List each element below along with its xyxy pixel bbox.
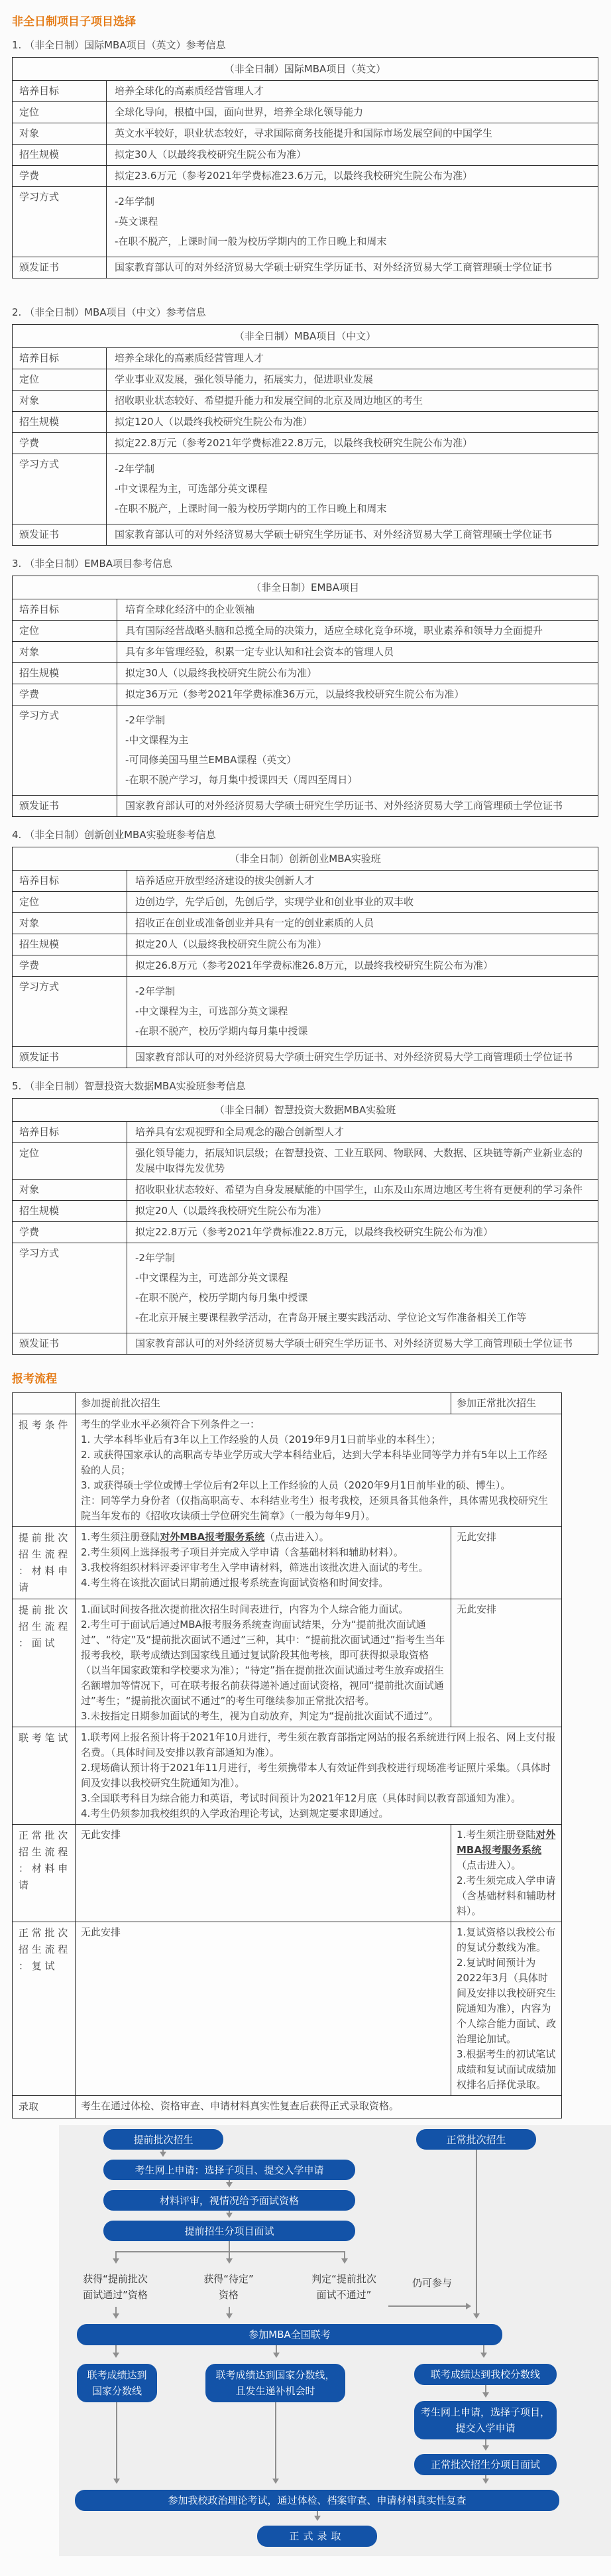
row-value [127,913,598,934]
program-table-title: （非全日制）MBA项目（中文） [234,330,376,342]
cell-line: 培养全球化的高素质经营管理人才 [115,352,264,364]
cell-line: -中文课程为主，可选部分英文课程 [135,1005,288,1017]
arrow-down [229,2251,230,2262]
process-cell-early [76,1527,451,1599]
cell-line: 拟定26.8万元（参考2021年学费标准26.8万元，以最终我校研究生院公布为准） [135,959,493,971]
table-row [13,432,598,454]
program-table-title: （非全日制）EMBA项目 [251,582,359,593]
cell-line: 国家教育部认可的对外经济贸易大学硕士研究生学历证书、对外经济贸易大学工商管理硕士学位证书 [135,1337,573,1349]
admission-flowchart [59,2125,611,2556]
process-row [13,1599,561,1727]
branch-line [115,2251,345,2252]
cell-line: -中文课程为主，可选部分英文课程 [135,1272,288,1284]
process-row [13,2095,561,2118]
row-value [107,524,598,545]
table-row [13,1221,598,1243]
arrow-down [115,2307,117,2317]
table-row [13,891,598,912]
process-row [13,1526,561,1599]
row-label: 招生规模 [13,1201,127,1221]
process-row-label: 正 常 批 次 招 生 流 程 ： 复 试 [13,1922,76,2095]
row-label: 培养目标 [13,348,107,369]
row-value [127,955,598,976]
cell-line: 具有国际经营战略头脑和总揽全局的决策力，适应全球化竞争环境，职业素养和领导力全面提升 [125,625,543,637]
cell-line: -2年学制 [125,714,165,726]
cell-line [457,1827,556,1873]
row-label: 培养目标 [13,1122,127,1142]
flow-node-reach-school-line: 联考成绩达到我校分数线 [414,2364,557,2385]
table-row [13,795,598,816]
table-row [13,870,598,891]
program-heading: 3. （非全日制）EMBA项目参考信息 [12,558,173,570]
arrow-down [317,2511,318,2519]
row-label: 学费 [13,433,107,454]
process-cell-early [76,1922,451,2095]
program-table [12,324,598,546]
row-label: 培养目标 [13,599,117,620]
table-row [13,186,598,257]
arrow-down [116,2402,117,2482]
cell-line: 1. 大学本科毕业后有3年以上工作经验的人员（2019年9月1日前毕业的本科生）； [81,1434,441,1445]
arrow-down [229,2180,230,2185]
program-heading: 2. （非全日制）MBA项目（中文）参考信息 [12,306,206,318]
row-value [107,433,598,454]
program-heading: 4. （非全日制）创新创业MBA实验班参考信息 [12,829,216,841]
row-label: 培养目标 [13,81,107,101]
process-row [13,1824,561,1922]
cell-line: 强化领导能力，拓展知识层级；在智慧投资、工业互联网、物联网、大数据、区块链等新产业新业态的发展中取得先发优势 [135,1147,583,1174]
process-cell-normal [451,1393,561,1414]
program-table [12,57,598,278]
arrow-down [229,2211,230,2216]
table-row [13,123,598,144]
row-value [127,892,598,912]
cell-line: 学业事业双发展，强化领导能力，拓展实力，促进职业发展 [115,373,374,385]
table-row [13,101,598,123]
table-row [13,1179,598,1200]
cell-line: 2.考生可于面试后通过MBA报考服务系统查询面试结果，分为“提前批次面试通过”、“待定”及“提前批次面试不通过”三种，其中：“提前批次面试通过”指考生当年报考我校，联考成绩达到国家线且通过复试阶段其他考核，即可获得拟录取资格（以当年国家政策和学校要求为准）；“待定”指在提前批次面试通过考生放弃或招生名额增加等情况下，可在联考报名前获得递补通过面试资格，视同“提前批次面试通过”考生；“提前批次面试不通过”的考生可继续参加正常批次招考。 [81,1619,445,1707]
row-value [107,102,598,123]
table-row [13,1121,598,1142]
row-label: 学费 [13,684,117,705]
flow-label-still-join: 仍可参与 [412,2277,452,2289]
cell-line [81,1530,445,1545]
arrow-down [162,2150,164,2155]
process-table [12,1392,562,2118]
row-label: 学习方式 [13,1243,127,1333]
table-row [13,347,598,369]
process-cell-span [76,1727,561,1824]
row-value [127,1333,598,1354]
cell-line: 拟定30人（以最终我校研究生院公布为准） [125,667,317,679]
cell-line: 英文水平较好，职业状态较好，寻求国际商务技能提升和国际市场发展空间的中国学生 [115,127,493,139]
row-value [107,348,598,369]
row-label: 对象 [13,391,107,411]
flow-node-normal-batch: 正常批次招生 [416,2129,536,2150]
table-row [13,1333,598,1354]
mba-apply-system-link[interactable]: 对外MBA报考服务系统 [457,1829,556,1856]
cell-line: 3.我校将组织材料评委评审考生入学申请材料，筛选出该批次进入面试的考生。 [81,1562,429,1573]
row-value [127,1222,598,1243]
row-value [107,187,598,257]
row-label: 颁发证书 [13,796,117,816]
row-label: 招生规模 [13,934,127,955]
process-cell-early [76,1393,451,1414]
cell-line: 3.全国联考科目为综合能力和英语，考试时间预计为2021年12月底（具体时间以教育部通知为准）。 [81,1792,522,1804]
flow-label-result-fail: 判定“提前批次 面试不通过” [311,2273,376,2301]
row-label: 对象 [13,913,127,934]
cell-line: 3.根据考生的初试笔试成绩和复试面试成绩加权排名后择优录取。 [457,2048,557,2091]
row-label: 学习方式 [13,454,107,524]
table-row [13,976,598,1046]
row-label: 学习方式 [13,187,107,257]
process-cell-normal [451,1825,561,1922]
cell-line: 考生的学业水平必须符合下列条件之一： [81,1418,260,1430]
row-label: 定位 [13,621,117,641]
row-label: 颁发证书 [13,1047,127,1068]
table-row [13,165,598,186]
cell-line: -在职不脱产，上课时间一般为校历学期内的工作日晚上和周末 [115,503,387,515]
cell-line: 拟定22.8万元（参考2021年学费标准22.8万元，以最终我校研究生院公布为准） [135,1226,493,1238]
table-row [13,1243,598,1333]
process-row [13,1393,561,1414]
arrow-down [229,2307,230,2317]
cell-line: 拟定20人（以最终我校研究生院公布为准） [135,938,327,950]
program-table-title: （非全日制）智慧投资大数据MBA实验班 [214,1104,396,1116]
cell-line: 3.未按指定日期参加面试的考生，视为自动放弃，判定为“提前批次面试不通过”。 [81,1710,439,1722]
cell-line: 国家教育部认可的对外经济贸易大学硕士研究生学历证书、对外经济贸易大学工商管理硕士学位证书 [115,261,553,273]
process-row-label: 报 考 条 件 [13,1414,76,1526]
row-value [117,599,598,620]
cell-line: 2. 或获得国家承认的高职高专毕业学历或大学本科结业后，达到大学本科毕业同等学力并有5年以上工作经验的人员； [81,1449,547,1476]
row-label: 定位 [13,369,107,390]
process-row-label: 提 前 批 次 招 生 流 程 ： 面 试 [13,1599,76,1727]
process-row [13,1922,561,2095]
row-value [117,642,598,662]
row-label: 定位 [13,1143,127,1179]
cell-line: -英文课程 [115,215,158,227]
cell-line: -在职不脱产，校历学期内每月集中授课 [135,1025,308,1037]
arrow-down [485,2475,486,2482]
cell-line: 全球化导向，根植中国，面向世界，培养全球化领导能力 [115,106,364,118]
row-value [127,1122,598,1142]
table-row [13,524,598,545]
flow-label-result-waitlist: 获得“待定” 资格 [203,2273,254,2301]
arrow-down [483,2345,484,2356]
row-label: 招生规模 [13,145,107,165]
row-label: 学习方式 [13,977,127,1046]
cell-line: 国家教育部认可的对外经济贸易大学硕士研究生学历证书、对外经济贸易大学工商管理硕士学位证书 [125,800,563,812]
cell-line: -在职不脱产，上课时间一般为校历学期内的工作日晚上和周末 [115,235,387,247]
table-row [13,411,598,432]
row-value [107,391,598,411]
process-cell-normal [451,1527,561,1599]
table-row [13,1142,598,1179]
row-value [127,1201,598,1221]
table-row [13,257,598,278]
cell-line: 无此安排 [81,1926,121,1938]
row-label: 学习方式 [13,705,117,795]
cell-line: -2年学制 [135,985,175,997]
branch-stem [229,2241,230,2252]
table-row [13,1200,598,1221]
row-value [127,1180,598,1200]
process-cell-span [76,1414,561,1526]
cell-line: 具有多年管理经验，积累一定专业认知和社会资本的管理人员 [125,646,394,658]
row-value [127,871,598,891]
table-row [13,934,598,955]
arrow-down [485,2439,486,2449]
row-value [107,454,598,524]
flow-label-result-pass: 获得“提前批次 面试通过”资格 [83,2273,148,2301]
table-row [13,705,598,795]
cell-line: 拟定20人（以最终我校研究生院公布为准） [135,1205,327,1217]
arrow-down [275,2402,276,2482]
cell-line: 2.现场确认预计将于2021年11月进行，考生须携带本人有效证件到我校进行现场准考证照片采集。（具体时间及安排以我校研究生院通知为准）。 [81,1762,551,1789]
row-label: 学费 [13,955,127,976]
flow-node-early-batch: 提前批次招生 [103,2129,223,2150]
cell-line: 4.考生将在该批次面试日期前通过报考系统查询面试资格和时间安排。 [81,1577,389,1589]
row-value [107,145,598,165]
cell-text: （点击进入）。 [457,1859,522,1871]
cell-line: -中文课程为主 [125,734,189,746]
flow-node-reach-national-line: 联考成绩达到 国家分数线 [77,2364,157,2402]
row-label: 定位 [13,892,127,912]
cell-text: 1.考生须注册登陆 [81,1531,160,1543]
cell-line: 2.考生须网上选择报考子项目并完成入学申请（含基础材料和辅助材料）。 [81,1546,404,1558]
row-label: 颁发证书 [13,257,107,278]
mba-apply-system-link[interactable]: 对外MBA报考服务系统 [160,1531,265,1543]
cell-line: -在北京开展主要课程教学活动，在青岛开展主要实践活动、学位论文写作准备相关工作等 [135,1312,527,1323]
flow-node-apply-online-early: 考生网上申请：选择子项目、提交入学申请 [103,2160,355,2180]
flow-node-reach-national-line-supp: 联考成绩达到国家分数线， 且发生递补机会时 [205,2364,345,2402]
table-row [13,684,598,705]
cell-line: 招收正在创业或准备创业并具有一定的创业素质的人员 [135,917,374,929]
cell-line: 招收职业状态较好、希望提升能力和发展空间的北京及周边地区的考生 [115,395,423,406]
cell-line: 拟定36万元（参考2021年学费标准36万元，以最终我校研究生院公布为准） [125,688,465,700]
cell-line: 1.面试时间按各批次提前批次招生时间表进行，内容为个人综合能力面试。 [81,1603,409,1615]
cell-line: 拟定22.8万元（参考2021年学费标准22.8万元，以最终我校研究生院公布为准） [115,437,472,449]
cell-line: 1.联考网上报名预计将于2021年10月进行，考生须在教育部指定网站的报名系统进行网上报名、网上支付报名费。（具体时间及安排以教育部通知为准）。 [81,1731,556,1758]
cell-line: 培养全球化的高素质经营管理人才 [115,85,264,97]
cell-line: 无此安排 [457,1531,497,1543]
table-row [13,1046,598,1068]
process-row [13,1727,561,1824]
cell-line: 拟定120人（以最终我校研究生院公布为准） [115,416,313,428]
cell-line: 无此安排 [457,1603,497,1615]
table-row [13,641,598,662]
program-heading: 5. （非全日制）智慧投资大数据MBA实验班参考信息 [12,1080,246,1092]
process-cell-normal [451,1922,561,2095]
row-value [117,705,598,795]
row-label: 定位 [13,102,107,123]
cell-line: 参加正常批次招生 [457,1397,537,1409]
row-label: 招生规模 [13,663,117,684]
program-heading: 1. （非全日制）国际MBA项目（英文）参考信息 [12,39,226,51]
process-row-label: 联 考 笔 试 [13,1727,76,1824]
row-label: 学费 [13,1222,127,1243]
cell-line: -2年学制 [135,1252,175,1264]
cell-text: （点击进入）。 [264,1531,329,1543]
cell-text: 1.考生须注册登陆 [457,1829,536,1841]
flow-node-final-admission: 正式录取 [257,2526,377,2547]
row-label: 学费 [13,166,107,186]
table-row [13,599,598,620]
flow-node-material-review: 材料评审，视情况给予面试资格 [103,2190,355,2211]
row-label: 对象 [13,642,117,662]
arrow-down [276,2345,277,2356]
program-table [12,1098,598,1355]
row-value [107,369,598,390]
cell-line: 注：同等学力身份者（仅指高职高专、本科结业考生）报考我校，还须具备其他条件，具体需见我校研究生院当年发布的《招收攻读硕士学位研究生简章》（一般为每年9月）。 [81,1495,549,1522]
row-value [117,663,598,684]
flow-node-political-exam: 参加我校政治理论考试，通过体检、档案审查、申请材料真实性复查 [75,2490,559,2511]
programs-section [12,38,611,1355]
program-table [12,576,598,817]
row-value [117,621,598,641]
cell-line: 2.考生须完成入学申请（含基础材料和辅助材料）。 [457,1874,557,1917]
arrow-down [485,2385,486,2396]
row-label: 对象 [13,1180,127,1200]
cell-line: 3. 或获得硕士学位或博士学位后有2年以上工作经验的人员（2020年9月1日前毕业的硕、博生）。 [81,1479,511,1491]
table-row [13,955,598,976]
table-row [13,912,598,934]
process-row-label: 正 常 批 次 招 生 流 程 ： 材 料 申 请 [13,1825,76,1922]
cell-line: 拟定30人（以最终我校研究生院公布为准） [115,149,307,160]
cell-line: 无此安排 [81,1829,121,1841]
cell-line: 国家教育部认可的对外经济贸易大学硕士研究生学历证书、对外经济贸易大学工商管理硕士学位证书 [135,1051,573,1063]
row-value [107,412,598,432]
cell-line: -2年学制 [115,463,154,475]
row-label: 颁发证书 [13,1333,127,1354]
row-value [127,1243,598,1333]
cell-line: 参加提前批次招生 [81,1397,161,1409]
process-cell-early [76,1599,451,1727]
cell-line: -中文课程为主，可选部分英文课程 [115,483,268,495]
process-cell-span [76,2096,561,2118]
process-row [13,1414,561,1526]
arrow-down [344,2251,345,2262]
table-row [13,662,598,684]
cell-line: 培养适应开放型经济建设的拔尖创新人才 [135,875,315,887]
table-row [13,454,598,524]
row-value [127,1143,598,1179]
row-value [117,796,598,816]
process-row-label: 提 前 批 次 招 生 流 程 ： 材 料 申 请 [13,1527,76,1599]
process-cell-normal [451,1599,561,1727]
row-value [117,684,598,705]
cell-line: 招收职业状态较好、希望为自身发展赋能的中国学生，山东及山东周边地区考生将有更便利的学习条件 [135,1184,583,1196]
row-value [107,166,598,186]
row-label: 颁发证书 [13,524,107,545]
row-value [127,1047,598,1068]
row-value [127,977,598,1046]
flow-node-early-interview: 提前招生分项目面试 [103,2221,355,2241]
process-heading: 报考流程 [12,1373,57,1386]
arrow-down [115,2251,117,2262]
cell-line: -可同修美国马里兰EMBA课程（英文） [125,754,297,766]
cell-line: 培育全球化经济中的企业领袖 [125,603,255,615]
row-label: 培养目标 [13,871,127,891]
cell-line: 考生在通过体检、资格审查、申请材料真实性复查后获得正式录取资格。 [81,2100,400,2112]
arrow-right [388,2305,469,2307]
line-normal-batch-down [476,2150,477,2317]
table-row [13,80,598,101]
page-title: 非全日制项目子项目选择 [12,15,136,29]
flow-node-normal-interview: 正常批次招生分项目面试 [414,2454,557,2475]
cell-line: 2.复试时间预计为2022年3月（具体时间及安排以我校研究生院通知为准），内容为个人综合能力面试、政治理论加试。 [457,1957,557,2045]
table-row [13,620,598,641]
cell-line: 1.复试资格以我校公布的复试分数线为准。 [457,1926,556,1953]
table-row [13,390,598,411]
table-row [13,144,598,165]
cell-line: 国家教育部认可的对外经济贸易大学硕士研究生学历证书、对外经济贸易大学工商管理硕士学位证书 [115,528,553,540]
row-label: 对象 [13,123,107,144]
cell-line: 培养具有宏观视野和全局观念的融合创新型人才 [135,1126,345,1138]
cell-line: 4.考生仍须参加我校组织的入学政治理论考试，达到规定要求即通过。 [81,1808,389,1819]
cell-line: -在职不脱产，校历学期内每月集中授课 [135,1292,308,1304]
process-row-label [13,1393,76,1414]
row-label: 招生规模 [13,412,107,432]
flow-node-apply-online-normal: 考生网上申请，选择子项目， 提交入学申请 [414,2401,557,2439]
flow-node-national-exam: 参加MBA全国联考 [77,2324,502,2345]
row-value [127,934,598,955]
table-row [13,369,598,390]
process-row-label: 录取 [13,2096,76,2118]
program-table-title: （非全日制）创新创业MBA实验班 [229,853,381,865]
row-value [107,257,598,278]
program-table-title: （非全日制）国际MBA项目（英文） [224,63,386,75]
program-table [12,847,598,1068]
cell-line: 边创边学，先学后创，先创后学，实现学业和创业事业的双丰收 [135,896,414,908]
cell-line: -在职不脱产学习，每月集中授课四天（周四至周日） [125,774,358,786]
row-value [107,123,598,144]
cell-line: -2年学制 [115,196,154,208]
cell-line: 拟定23.6万元（参考2021年学费标准23.6万元，以最终我校研究生院公布为准） [115,170,472,182]
process-cell-early [76,1825,451,1922]
row-value [107,81,598,101]
arrow-down [115,2345,117,2356]
